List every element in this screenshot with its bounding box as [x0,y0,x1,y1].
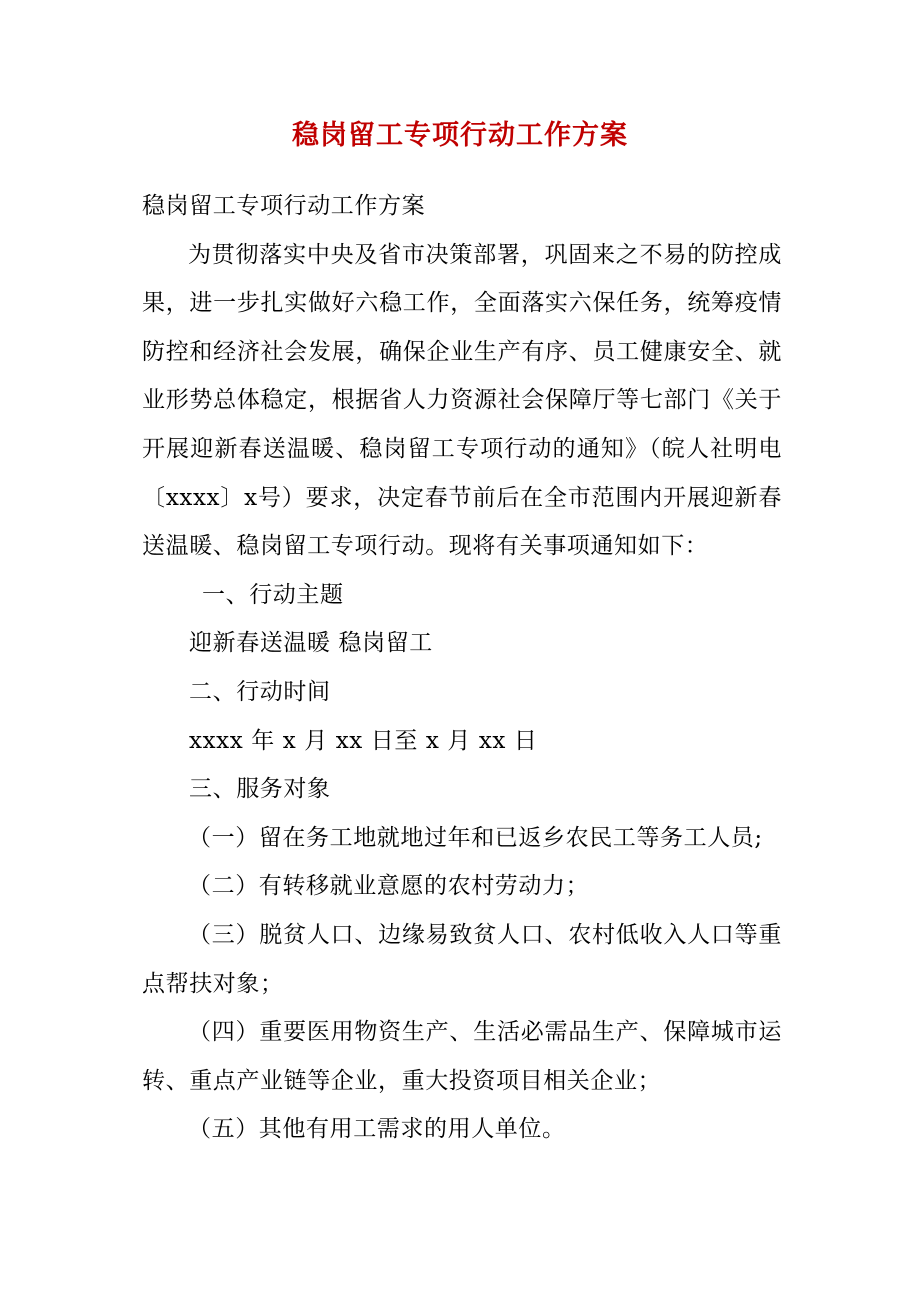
target-item-5: （五）其他有用工需求的用人单位。 [188,1116,566,1143]
section-heading-targets: 三、服务对象 [189,776,331,803]
target-item-3: （三）脱贫人口、边缘易致贫人口、农村低收入人口等重点帮扶对象； [142,921,782,997]
intro-paragraph: 为贯彻落实中央及省市决策部署，巩固来之不易的防控成果，进一步扎实做好六稳工作，全面落实六保任务，统筹疫情防控和经济社会发展，确保企业生产有序、员工健康安全、就业形势总体稳定，根据省人力资源社会保障厅等七部门《关于开展迎新春送温暖、稳岗留工专项行动的通知》（皖人社明电〔xxxx〕x号）要求，决定春节前后在全市范围内开展迎新春送温暖、稳岗留工专项行动。现将有关事项通知如下： [142,241,782,560]
document-subtitle: 稳岗留工专项行动工作方案 [142,193,426,219]
section-heading-time: 二、行动时间 [189,678,331,705]
section-content-time: xxxx 年 x 月 xx 日至 x 月 xx 日 [189,727,538,754]
target-item-1: （一）留在务工地就地过年和已返乡农民工等务工人员; [188,824,763,851]
document-body [142,182,782,1154]
section-heading-theme: 一、行动主题 [202,581,344,608]
target-item-2: （二）有转移就业意愿的农村劳动力； [188,873,590,900]
section-content-theme: 迎新春送温暖 稳岗留工 [189,630,433,657]
target-item-4: （四）重要医用物资生产、生活必需品生产、保障城市运转、重点产业链等企业，重大投资项目相关企业； [142,1019,782,1094]
document-title: 稳岗留工专项行动工作方案 [292,120,628,151]
